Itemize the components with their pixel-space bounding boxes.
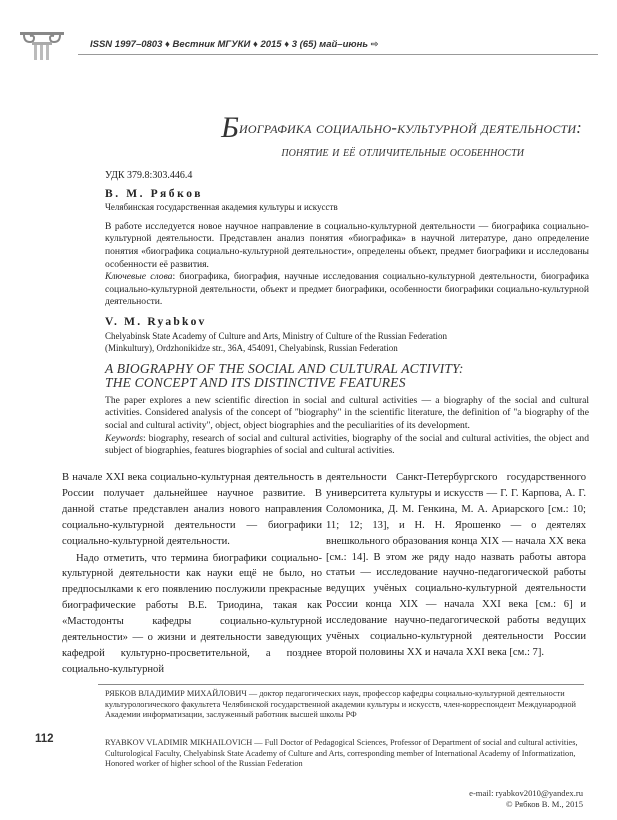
article-title (112, 111, 582, 144)
author-bio-en: RYABKOV VLADIMIR MIKHAILOVICH — Full Doctor of Pedagogical Sciences, Professor of Department of social and cultural activities, Culturological Faculty, Chelyabinsk State Academy of Culture and Arts, corresponding member of International Academy of Informatization, Honored worker of higher school of the Russian Federation (105, 738, 578, 769)
author-email[interactable]: e-mail: ryabkov2010@yandex.ru (469, 788, 583, 798)
abstract-block (105, 170, 589, 458)
affiliation-ru: Челябинская государственная академия культуры и искусств (105, 202, 338, 213)
keywords-en-label: Keywords (105, 432, 144, 444)
keywords-ru: : биографика, биография, научные исследования социально-культурной деятельности, биографика социально-культурной деятельности, объект и предмет биографики, особенности биографики социально-культурной деятельности. (105, 271, 589, 308)
title-text: иографика социально-культурной деятельности: (239, 118, 582, 137)
header-divider (78, 54, 598, 55)
abstract-en: The paper explores a new scientific direction in social and cultural activities — a biography of the social and cultural activities. Considered analysis of the concept of "biography" in the scientific literature, the definition of "a biography of the social and cultural activity", object, object biographies and the peculiarities of its development. Keywords: biography, research of social and cultural activities, biography of the social and cultural activities, the object and subject of biographies, features biographies of social and cultural activities. (105, 394, 589, 457)
abstract-ru: В работе исследуется новое научное направление в социально-культурной деятельности — биографика социально-культурной деятельности. Представлен анализ понятия «биографика» в научной литературе, дано определение понятия «биографика социально-культурной деятельности», определены объект, предмет биографики и исследованы особенности её развития. Ключевые слова: биографика, биография, научные исследования социально-культурной деятельности, биографика социально-культурной деятельности, объект и предмет биографики, особенности биографики социально-культурной деятельности. (105, 220, 589, 308)
affiliation-en: Chelyabinsk State Academy of Culture and Arts, Ministry of Culture of the Russian Federation (Minkultury), Ordzhonikidze str., 36A, 454091, Chelyabinsk, Russian Federation (105, 330, 447, 354)
bio-divider (98, 684, 584, 685)
copyright: © Рябков В. М., 2015 (506, 799, 583, 809)
article-title-en: A BIOGRAPHY OF THE SOCIAL AND CULTURAL ACTIVITY: THE CONCEPT AND ITS DISTINCTIVE FEATURES (105, 360, 464, 390)
body-paragraph: деятельности Санкт-Петербургского государственного университета культуры и искусств — Г. Г. Карпова, А. Г. Соломоника, Д. М. Генкина, М. А. Ариарского [см.: 10; 11; 12; 13], и Н. Н. Ярошенко — о деятелях внешкольного образования конца XIX — начала XX века [см.: 14]. В этом же ряду надо назвать работы автора статьи — исследование научно-педагогической работы ведущих учёных социально-культурной деятельности России конца XIX — начала XXI века [см.: 6] и исследование научно-педагогической работы ведущих учёных социально-культурной деятельности России второй половины XX и начала XXI века [см.: 7]. (326, 472, 586, 658)
title-initial: Б (221, 111, 240, 144)
journal-header (18, 30, 598, 62)
column-capital-icon (18, 30, 66, 60)
body-column-left (62, 470, 322, 678)
author-bio-ru: РЯБКОВ ВЛАДИМИР МИХАЙЛОВИЧ — доктор педагогических наук, профессор кафедры социально-культурной деятельности культурологического факультета Челябинской государственной академии культуры и искусств, член-корреспондент Международной Академии информатизации, заслуженный работник высшей школы РФ (105, 689, 576, 720)
page-number: 112 (35, 733, 54, 745)
author-name-en: V. M. Ryabkov (105, 315, 207, 328)
body-paragraph: Надо отметить, что термина биографики социально-культурной деятельности как науки ещё не было, но предпосылками к его появлению послужили прекрасные биографические работы В.Е. Триодина, такая как «Мастодонты кафедры социально-культурной деятельности» — о жизни и деятельности заведующих кафедрой культурно-просветительной, а позднее социально-культурной (62, 552, 322, 675)
footer (469, 788, 583, 810)
udk-code: УДК 379.8:303.446.4 (105, 170, 193, 181)
keywords-ru-label: Ключевые слова (105, 271, 173, 283)
article-subtitle: понятие и её отличительные особенности (281, 144, 524, 160)
author-name-ru: В. М. Рябков (105, 187, 204, 200)
body-column-right (326, 470, 586, 661)
article-title-block (112, 111, 582, 161)
keywords-en: : biography, research of social and cultural activities, biography of the social and cultural activities, the object and subject of biographies, features biographies of social and cultural activities. (105, 432, 589, 457)
body-paragraph: В начале XXI века социально-культурная деятельность в России получает дальнейшее научное развитие. В данной статье представлен анализ нового направления социально-культурной деятельности — биографики социально-культурной деятельности. (62, 472, 322, 547)
journal-info: ISSN 1997–0803 ♦ Вестник МГУКИ ♦ 2015 ♦ 3 (65) май–июнь ⇨ (90, 39, 379, 50)
